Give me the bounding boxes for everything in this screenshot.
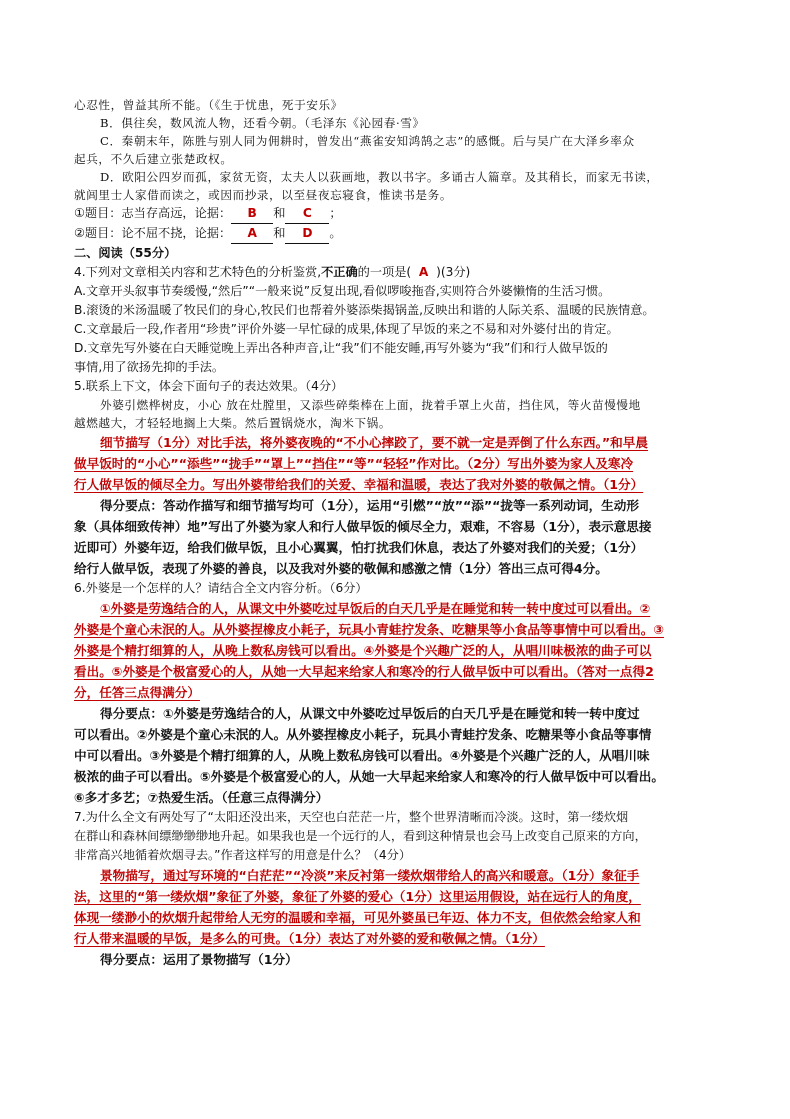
question-7 bbox=[74, 808, 724, 970]
text-line: 就闾里士人家借而读之，或因而抄录，以至昼夜忘寝食，惟读书是务。 bbox=[74, 188, 453, 202]
answer-line: 看出。⑤外婆是个极富爱心的人，从她一大早起来给家人和寒冷的行人做早饭中可以看出。（答对一点得2 bbox=[74, 664, 654, 679]
answer-line: 分，任答三点得满分） bbox=[74, 685, 200, 700]
scoring-line: 得分要点：运用了景物描写（1分） bbox=[100, 952, 298, 967]
scoring-line: 中可以看出。③外婆是个精打细算的人，从晚上数私房钱可以看出。④外婆是个兴趣广泛的人，从唱川味 bbox=[74, 748, 650, 763]
answer-line: 外婆是个精打细算的人，从晚上数私房钱可以看出。④外婆是个兴趣广泛的人，从唱川味极浓的曲子可以 bbox=[74, 643, 652, 658]
text-line: 起兵，不久后建立张楚政权。 bbox=[74, 152, 233, 166]
answer-blank: D bbox=[285, 224, 329, 244]
question-stem: 在群山和森林间缥缈缈缈地升起。如果我也是一个远行的人，看到这种情景也会马上改变自己原来的方向， bbox=[74, 829, 647, 843]
option-line: A.文章开头叙事节奏缓慢,“然后”“一般来说”反复出现,看似啰唆拖沓,实则符合外婆懒惰的生活习惯。 bbox=[74, 284, 611, 298]
answer-line: 行人带来温暖的早饭，是多么的可贵。（1分）表达了对外婆的爱和敬佩之情。（1分） bbox=[74, 931, 545, 946]
scoring-line: 极浓的曲子可以看出。⑤外婆是个极富爱心的人，从她一大早起来给家人和寒冷的行人做早饭中可以看出。 bbox=[74, 769, 664, 784]
answer-blank: B bbox=[231, 204, 273, 224]
question-stem: 7.为什么全文有两处写了“太阳还没出来，天空也白茫茫一片，整个世界清晰而冷淡。这时，第一缕炊烟 bbox=[74, 810, 629, 824]
section-heading: 二、阅读（55分） bbox=[74, 246, 177, 260]
answer-letter: A bbox=[418, 265, 429, 279]
option-line: D.文章先写外婆在白天睡觉晚上弄出各种声音,让“我”们不能安睡,再写外婆为“我”们和行人做早饭的 bbox=[74, 341, 608, 355]
answer-line: 做早饭时的“小心”“添些”“拢手”“罩上”“挡住”“等”“轻轻”作对比。（2分）写出外婆为家人及寒冷 bbox=[74, 456, 634, 471]
scoring-line: 得分要点：答动作描写和细节描写均可（1分），运用“引燃”“放”“添”“拢等一系列动词，生动形 bbox=[100, 498, 639, 513]
answer-line: ①外婆是劳逸结合的人，从课文中外婆吃过早饭后的白天几乎是在睡觉和转一转中度过可以看出。② bbox=[100, 601, 651, 616]
question-stem: 4.下列对文章相关内容和艺术特色的分析鉴赏,不正确的一项是( A )(3分) bbox=[74, 265, 471, 279]
text-line: 心忍性，曾益其所不能。（《生于忧患，死于安乐》 bbox=[74, 98, 343, 112]
answer-line: 外婆是个童心未泯的人。从外婆捏橡皮小耗子，玩具小青蛙拧发条、吃糖果等小食品等事情中可以看出。③ bbox=[74, 622, 664, 637]
answer-line: 体现一缕渺小的炊烟升起带给人无穷的温暖和幸福，可见外婆虽已年迈、体力不支，但依然会给家人和 bbox=[74, 910, 641, 925]
question-6 bbox=[74, 579, 724, 808]
option-line: B.滚烫的米汤温暖了牧民们的身心,牧民们也帮着外婆添柴揭锅盖,反映出和谐的人际关系、温暖的民族情意。 bbox=[74, 303, 655, 317]
scoring-line: 得分要点：①外婆是劳逸结合的人，从课文中外婆吃过早饭后的白天几乎是在睡觉和转一转中度过 bbox=[100, 706, 640, 721]
scoring-line: 象（具体细致传神）地”写出了外婆为家人和行人做早饭的倾尽全力，艰难，不容易（1分），表示意思接 bbox=[74, 519, 652, 534]
option-line: 事情,用了欲扬先抑的手法。 bbox=[74, 360, 225, 374]
quote-line: 越燃越大，才轻轻地搁上大柴。然后置锅烧水，淘米下锅。 bbox=[74, 416, 392, 430]
scoring-line: 可以看出。②外婆是个童心未泯的人。从外婆捏橡皮小耗子，玩具小青蛙拧发条、吃糖果等小食品等事情 bbox=[74, 727, 652, 742]
topic-line-2: ②题目：论不屈不挠，论据： A 和 D 。 bbox=[74, 224, 724, 244]
quote-line: 外婆引燃桦树皮，小心 放在灶膛里，又添些碎柴棒在上面，拢着手罩上火苗，挡住风，等火苗慢慢地 bbox=[100, 398, 641, 412]
question-stem: 非常高兴地循着炊烟寻去。”作者这样写的用意是什么？（4分） bbox=[74, 848, 412, 862]
scoring-line: ⑥多才多艺；⑦热爱生活。（任意三点得满分） bbox=[74, 790, 329, 805]
question-stem: 6.外婆是一个怎样的人？请结合全文内容分析。（6分） bbox=[74, 581, 368, 595]
answer-blank: A bbox=[231, 224, 273, 244]
answer-line: 行人做早饭的倾尽全力。写出外婆带给我们的关爱、幸福和温暖，表达了我对外婆的敬佩之情。（1分） bbox=[74, 477, 644, 492]
question-stem: 5.联系上下文，体会下面句子的表达效果。（4分） bbox=[74, 379, 344, 393]
topic-line-1: ①题目：志当存高远，论据： B 和 C ； bbox=[74, 204, 724, 224]
answer-blank: C bbox=[285, 204, 329, 224]
scoring-line: 近即可）外婆年迈，给我们做早饭，且小心翼翼，怕打扰我们休息，表达了外婆对我们的关爱；（1分） bbox=[74, 540, 644, 555]
option-line: C.文章最后一段,作者用“珍贵”评价外婆一早忙碌的成果,体现了早饭的来之不易和对外婆付出的肯定。 bbox=[74, 322, 619, 336]
question-5 bbox=[74, 377, 724, 579]
question-4 bbox=[74, 263, 724, 377]
text-line: C．秦朝末年，陈胜与别人同为佣耕时，曾发出“燕雀安知鸿鹄之志”的感慨。后与吴广在大泽乡率众 bbox=[100, 134, 635, 148]
scoring-line: 给行人做早饭，表现了外婆的善良，以及我对外婆的敬佩和感激之情（1分）答出三点可得4分。 bbox=[74, 561, 608, 576]
text-line: B．俱往矣，数风流人物，还看今朝。（毛泽东《沁园春·雪》 bbox=[100, 116, 425, 130]
answer-line: 法，这里的“第一缕炊烟”象征了外婆，象征了外婆的爱心（1分）这里运用假设，站在远行人的角度， bbox=[74, 889, 641, 904]
exam-page bbox=[74, 96, 724, 970]
answer-line: 景物描写，通过写环境的“白茫茫”“冷淡”来反衬第一缕炊烟带给人的高兴和暖意。（1分）象征手 bbox=[100, 868, 640, 883]
text-line: D．欧阳公四岁而孤，家贫无资，太夫人以荻画地，教以书字。多诵古人篇章。及其稍长，而家无书读， bbox=[100, 170, 659, 184]
answer-line: 细节描写（1分）对比手法，将外婆夜晚的“不小心摔跤了，要不就一定是弄倒了什么东西。”和早晨 bbox=[100, 435, 648, 450]
options-block bbox=[74, 96, 724, 204]
